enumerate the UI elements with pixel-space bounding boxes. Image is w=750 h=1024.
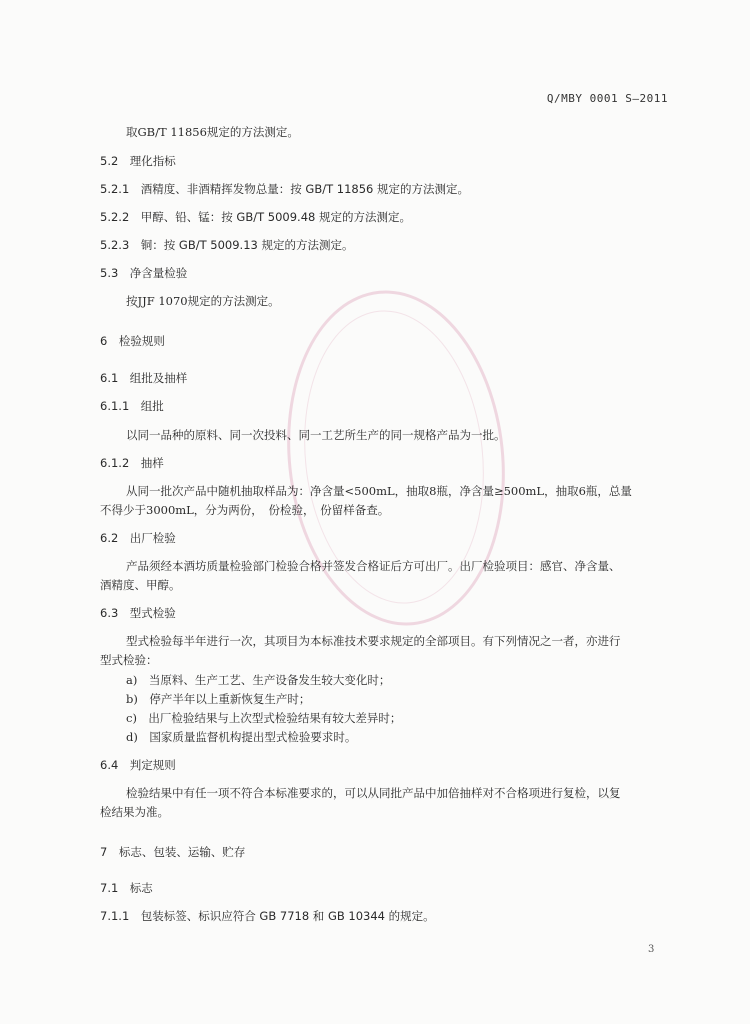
- clause-5-2-2: 5.2.2 甲醇、铅、锰：按 GB/T 5009.48 规定的方法测定。: [100, 210, 411, 224]
- paragraph-line: 检验结果中有任一项不符合本标准要求的，可以从同批产品中加倍抽样对不合格项进行复检，以复: [126, 786, 621, 800]
- standard-code-header: Q/MBY 0001 S—2011: [546, 92, 668, 105]
- paragraph-line: 酒精度、甲醇。: [100, 578, 181, 592]
- paragraph-line: 以同一品种的原料、同一次投料、同一工艺所生产的同一规格产品为一批。: [126, 428, 506, 442]
- list-item-b: b) 停产半年以上重新恢复生产时；: [126, 692, 311, 706]
- list-item-c: c) 出厂检验结果与上次型式检验结果有较大差异时；: [126, 711, 402, 725]
- paragraph-line: 从同一批次产品中随机抽取样品为：净含量<500mL，抽取8瓶，净含量≥500mL，抽取6瓶，总量: [126, 484, 632, 498]
- section-heading-6-2: 6.2 出厂检验: [100, 531, 176, 545]
- clause-7-1-1: 7.1.1 包装标签、标识应符合 GB 7718 和 GB 10344 的规定。: [100, 909, 435, 923]
- clause-5-2-3: 5.2.3 铜：按 GB/T 5009.13 规定的方法测定。: [100, 238, 354, 252]
- clause-heading-6-1-2: 6.1.2 抽样: [100, 456, 164, 470]
- paragraph-line: 型式检验：: [100, 653, 158, 667]
- section-heading-6-4: 6.4 判定规则: [100, 758, 176, 772]
- paragraph-line: 不得少于3000mL，分为两份， 份检验， 份留样备查。: [100, 503, 390, 517]
- clause-5-2-1: 5.2.1 酒精度、非酒精挥发物总量：按 GB/T 11856 规定的方法测定。: [100, 182, 470, 196]
- section-heading-6-3: 6.3 型式检验: [100, 606, 176, 620]
- paragraph-line: 检结果为准。: [100, 805, 169, 819]
- paragraph-line: 型式检验每半年进行一次，其项目为本标准技术要求规定的全部项目。有下列情况之一者，亦进行: [126, 634, 621, 648]
- section-heading-5-3: 5.3 净含量检验: [100, 266, 188, 280]
- clause-heading-6-1-1: 6.1.1 组批: [100, 399, 164, 413]
- list-item-a: a) 当原料、生产工艺、生产设备发生较大变化时；: [126, 673, 391, 687]
- page-number: 3: [648, 944, 655, 955]
- section-heading-6-1: 6.1 组批及抽样: [100, 371, 188, 385]
- paragraph-line: 按JJF 1070规定的方法测定。: [126, 294, 280, 308]
- chapter-heading-7: 7 标志、包装、运输、贮存: [100, 845, 246, 859]
- paragraph-line: 产品须经本酒坊质量检验部门检验合格并签发合格证后方可出厂。出厂检验项目：感官、净含量、: [126, 559, 621, 573]
- paragraph-line: 取GB/T 11856规定的方法测定。: [126, 125, 299, 139]
- section-heading-5-2: 5.2 理化指标: [100, 154, 176, 168]
- chapter-heading-6: 6 检验规则: [100, 334, 165, 348]
- section-heading-7-1: 7.1 标志: [100, 881, 153, 895]
- list-item-d: d) 国家质量监督机构提出型式检验要求时。: [126, 730, 357, 744]
